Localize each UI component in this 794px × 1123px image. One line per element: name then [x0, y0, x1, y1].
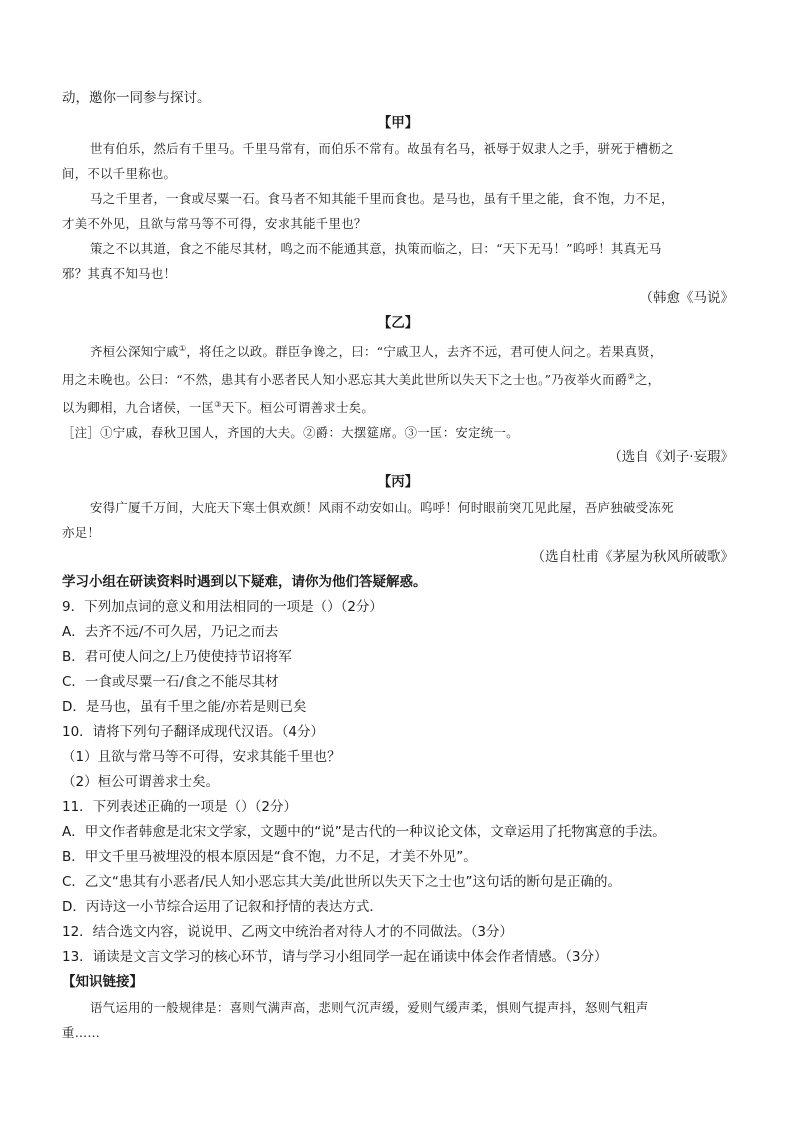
- question-11-option-c: C．乙文“患其有小恶者/民人知小恶忘其大美/此世所以失天下之士也”这句话的断句是正确的。: [62, 874, 622, 891]
- question-9-option-b: B．君可使人问之/上乃使使持节诏将军: [62, 649, 292, 666]
- knowledge-link-line-1: 语气运用的一般规律是：喜则气满声高，悲则气沉声缓，爱则气缓声柔，惧则气提声抖，怒则气粗声: [90, 1000, 649, 1016]
- intro-line: 动，邀你一同参与探讨。: [62, 90, 211, 106]
- question-9-option-c: C．一食或尽粟一石/食之不能尽其材: [62, 674, 279, 691]
- knowledge-link-line-2: 重……: [62, 1025, 101, 1041]
- section-heading-jia: 【甲】: [377, 115, 419, 131]
- yi-note: ［注］①宁戚，春秋卫国人，齐国的大夫。②爵：大摆筵席。③一匡：安定统一。: [62, 425, 519, 441]
- jia-paragraph-2-line-2: 才美不外见，且欲与常马等不可得，安求其能千里也？: [62, 216, 367, 231]
- task-instruction: 学习小组在研读资料时遇到以下疑难，请你为他们答疑解惑。: [62, 574, 427, 591]
- bing-source: （选自杜甫《茅屋为秋风所破歌》: [531, 549, 734, 566]
- jia-paragraph-3-line-1: 策之不以其道，食之不能尽其材，鸣之而不能通其意，执策而临之，曰：“天下无马！”呜呼！其真无马: [90, 241, 662, 256]
- footnote-marker-2: ②: [627, 372, 635, 382]
- question-11-option-a: A．甲文作者韩愈是北宋文学家，文题中的“说”是古代的一种议论文体，文章运用了托物寓意的手法。: [62, 824, 666, 841]
- question-12: 12．结合选文内容，说说甲、乙两文中统治者对待人才的不同做法。（3分）: [62, 924, 514, 941]
- yi-text: 天下。桓公可谓善求士矣。: [221, 400, 375, 416]
- question-11-stem: 11．下列表述正确的一项是（）（2分）: [62, 799, 298, 816]
- question-9-option-d: D．是马也，虽有千里之能/亦若是则已矣: [62, 699, 307, 716]
- yi-text: 用之未晚也。公曰：“不然，患其有小恶者民人知小恶忘其大美此世所以失天下之士也。”乃夜举火而爵: [62, 372, 628, 388]
- bing-paragraph-line-2: 亦足！: [62, 525, 101, 541]
- jia-paragraph-1-line-2: 间，不以千里称也。: [62, 166, 177, 181]
- yi-text: 齐桓公深知宁戚: [90, 344, 179, 360]
- yi-source: （选自《刘子·妄瑕》: [608, 449, 734, 466]
- yi-paragraph-line-2: [62, 364, 734, 392]
- knowledge-link-heading: 【知识链接】: [62, 974, 143, 991]
- question-11-option-b: B．甲文千里马被埋没的根本原因是“食不饱，力不足，才美不外见”。: [62, 849, 477, 866]
- yi-text: ，将任之以政。群臣争谗之，曰：“宁戚卫人，去齐不远，君可使人问之。若果真贤，: [186, 344, 663, 360]
- question-10-sentence-2: （2）桓公可谓善求士矣。: [62, 774, 220, 791]
- jia-paragraph-1-line-1: 世有伯乐，然后有千里马。千里马常有，而伯乐不常有。故虽有名马，祇辱于奴隶人之手，骈死于槽枥之: [90, 141, 674, 156]
- question-11-option-d: D．丙诗这一小节综合运用了记叙和抒情的表达方式．: [62, 899, 383, 916]
- yi-text: 以为卿相，九合诸侯，一匡: [62, 400, 215, 416]
- question-10-sentence-1: （1）且欲与常马等不可得，安求其能千里也？: [62, 749, 341, 766]
- section-heading-bing: 【丙】: [377, 474, 419, 491]
- question-10-stem: 10．请将下列句子翻译成现代汉语。（4分）: [62, 724, 325, 741]
- yi-text: 之，: [634, 372, 661, 388]
- yi-paragraph-line-1: [62, 336, 734, 364]
- question-13: 13．诵读是文言文学习的核心环节，请与学习小组同学一起在诵读中体会作者情感。（3分）: [62, 949, 608, 966]
- footnote-marker-3: ③: [214, 400, 222, 410]
- jia-paragraph-2-line-1: 马之千里者，一食或尽粟一石。食马者不知其能千里而食也。是马也，虽有千里之能，食不饱，力不足，: [90, 191, 674, 206]
- document-page: [62, 86, 734, 1045]
- question-9-stem: 9．下列加点词的意义和用法相同的一项是（）（2分）: [62, 599, 383, 616]
- question-9-option-a: A．去齐不远/不可久居，乃记之而去: [62, 624, 279, 641]
- bing-paragraph-line-1: 安得广厦千万间，大庇天下寒士俱欢颜！风雨不动安如山。呜呼！何时眼前突兀见此屋，吾庐独破受冻死: [90, 500, 674, 516]
- footnote-marker-1: ①: [178, 344, 187, 353]
- jia-source: （韩愈《马说》: [639, 290, 734, 306]
- jia-paragraph-3-line-2: 邪？其真不知马也！: [62, 266, 177, 281]
- yi-paragraph-line-3: [62, 392, 734, 420]
- section-heading-yi: 【乙】: [377, 315, 419, 331]
